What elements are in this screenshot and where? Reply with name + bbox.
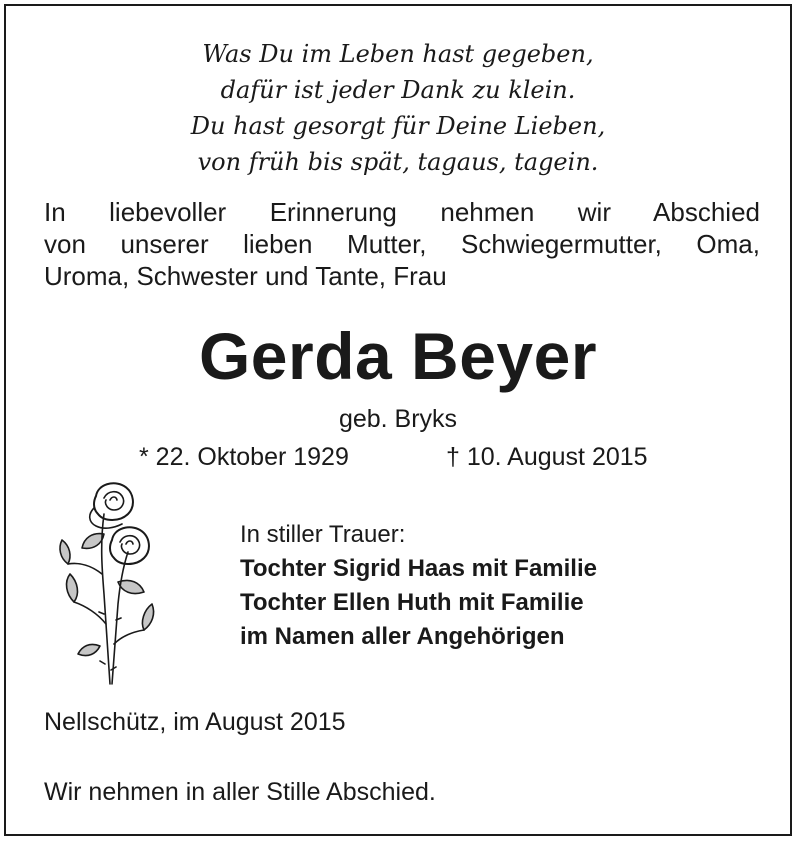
obituary-notice bbox=[4, 4, 792, 836]
birth-date: * 22. Oktober 1929 bbox=[139, 443, 349, 471]
place-date: Nellschütz, im August 2015 bbox=[44, 708, 346, 736]
maiden-name: geb. Bryks bbox=[338, 405, 458, 433]
intro-line: In liebevoller Erinnerung nehmen wir Abschied bbox=[44, 197, 760, 227]
closing-line: Wir nehmen in aller Stille Abschied. bbox=[44, 778, 436, 806]
death-date: † 10. August 2015 bbox=[446, 443, 648, 471]
deceased-name: Gerda Beyer bbox=[198, 319, 598, 393]
mourners-list bbox=[240, 518, 597, 654]
intro-line: Uroma, Schwester und Tante, Frau bbox=[44, 261, 447, 291]
poem-line: Was Du im Leben hast gegeben, bbox=[202, 40, 594, 68]
mourner-entry: Tochter Sigrid Haas mit Familie bbox=[240, 555, 597, 582]
intro-text bbox=[44, 196, 760, 292]
intro-line: von unserer lieben Mutter, Schwiegermutter, Oma, bbox=[44, 229, 760, 259]
mourner-entry: Tochter Ellen Huth mit Familie bbox=[240, 589, 584, 616]
rose-icon bbox=[52, 474, 162, 689]
poem bbox=[6, 36, 790, 180]
mourner-entry: im Namen aller Angehörigen bbox=[240, 623, 565, 650]
poem-line: Du hast gesorgt für Deine Lieben, bbox=[190, 112, 606, 140]
poem-line: von früh bis spät, tagaus, tagein. bbox=[197, 148, 599, 176]
poem-line: dafür ist jeder Dank zu klein. bbox=[220, 76, 576, 104]
mourners-lead: In stiller Trauer: bbox=[240, 521, 406, 548]
